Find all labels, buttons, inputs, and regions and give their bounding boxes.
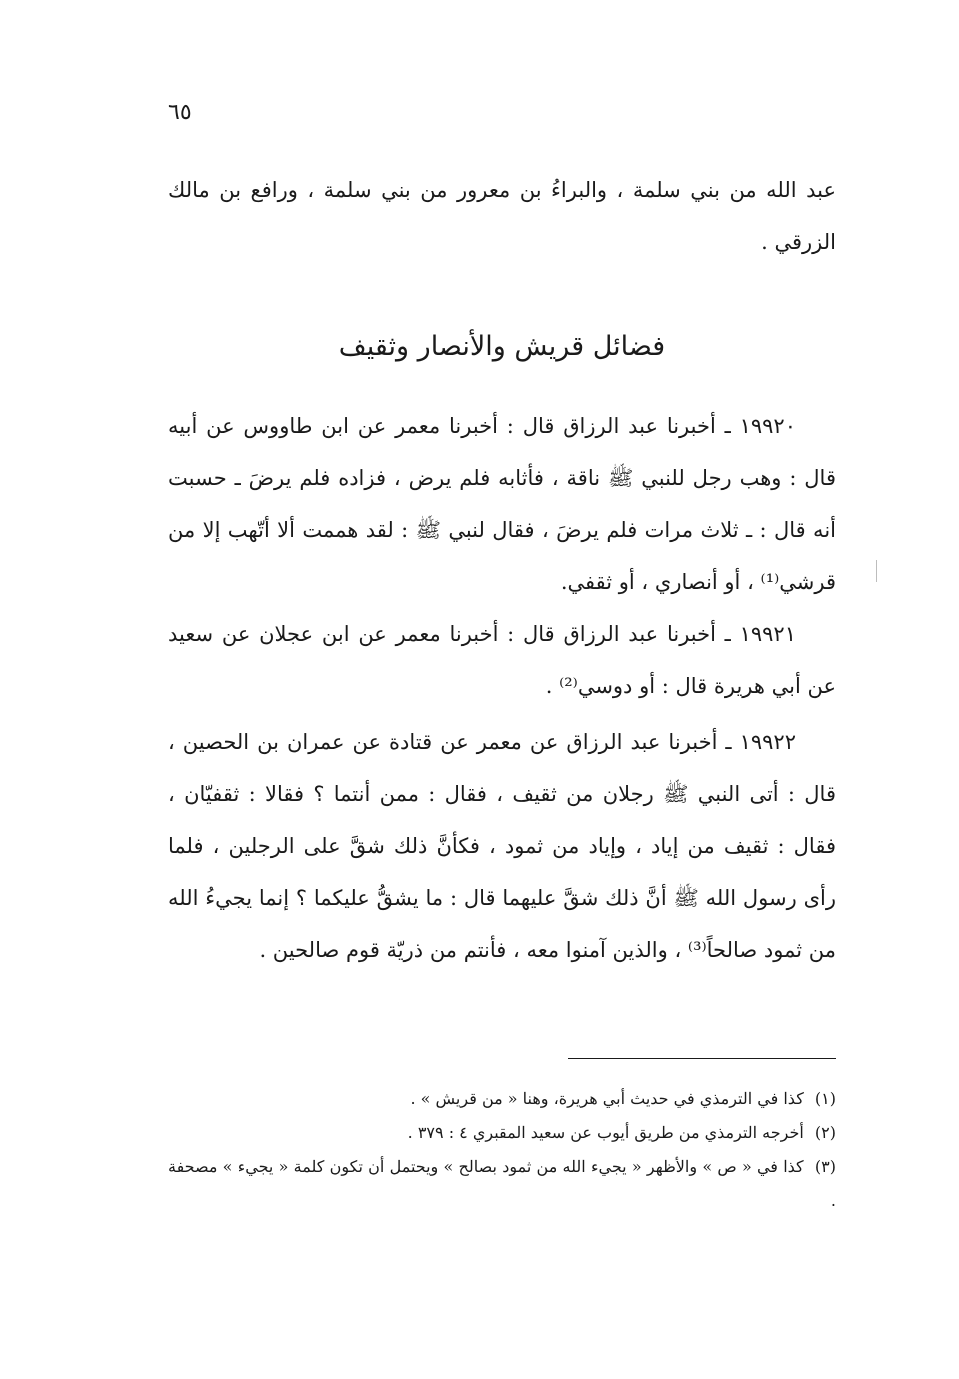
footnote-2 — [168, 1116, 836, 1150]
footnote-1 — [168, 1082, 836, 1116]
section-title: فضائل قريش والأنصار وثقيف — [338, 331, 666, 362]
footnotes — [168, 1082, 836, 1218]
footnote-text: كذا في الترمذي في حديث أبي هريرة، وهنا « من قريش » . — [410, 1089, 804, 1108]
hadith-19920 — [168, 400, 836, 608]
page-number: ٦٥ — [168, 100, 192, 125]
hadith-text: ١٩٩٢٠ ـ أخبرنا عبد الرزاق قال : أخبرنا معمر عن ابن طاووس عن أبيه قال : وهب رجل للنبي ﷺ ناقة ، فأثابه فلم يرض ، فزاده فلم يرضَ ـ حسبت أنه قال : ـ ثلاث مرات فلم يرضَ ، فقال لنبي ﷺ : لقد هممت ألا أتّهب إلا من قرشي⁽¹⁾ ، أو أنصاري ، أو ثقفي. — [168, 414, 836, 594]
margin-mark — [876, 560, 877, 582]
footnote-text: أخرجه الترمذي من طريق أيوب عن سعيد المقبري ٤ : ٣٧٩ . — [407, 1123, 804, 1142]
intro-text: عبد الله من بني سلمة ، والبراءُ بن معرور من بني سلمة ، ورافع بن مالك الزرقي . — [168, 178, 836, 254]
footnote-number: (٣) — [814, 1157, 837, 1176]
hadith-text: ١٩٩٢٢ ـ أخبرنا عبد الرزاق عن معمر عن قتادة عن عمران بن الحصين ، قال : أتى النبي ﷺ رجلان من ثقيف ، فقال : ممن أنتما ؟ فقالا : ثقفيّان ، فقال : ثقيف من إياد ، وإياد من ثمود ، فكأنَّ ذلك شقَّ على الرجلين ، فلما رأى رسول الله ﷺ أنَّ ذلك شقَّ عليهما قال : ما يشقُّ عليكما ؟ إنما يجيءُ الله من ثمود صالحاً⁽³⁾ ، والذين آمنوا معه ، فأنتم من ذريّة قوم صالحين . — [168, 730, 836, 962]
hadith-19921 — [168, 608, 836, 712]
hadith-19922 — [168, 716, 836, 976]
footnote-divider — [568, 1058, 836, 1059]
footnote-number: (٢) — [814, 1123, 836, 1142]
intro-paragraph — [168, 164, 836, 268]
footnote-text: كذا في « ص » والأظهر « يجيء الله من ثمود بصالح » ويحتمل أن تكون كلمة « يجيء » مصحفة . — [168, 1157, 836, 1210]
hadith-text: ١٩٩٢١ ـ أخبرنا عبد الرزاق قال : أخبرنا معمر عن ابن عجلان عن سعيد عن أبي هريرة قال : أو دوسي⁽²⁾ . — [168, 622, 836, 698]
footnote-3 — [168, 1150, 836, 1218]
footnote-number: (١) — [814, 1089, 836, 1108]
